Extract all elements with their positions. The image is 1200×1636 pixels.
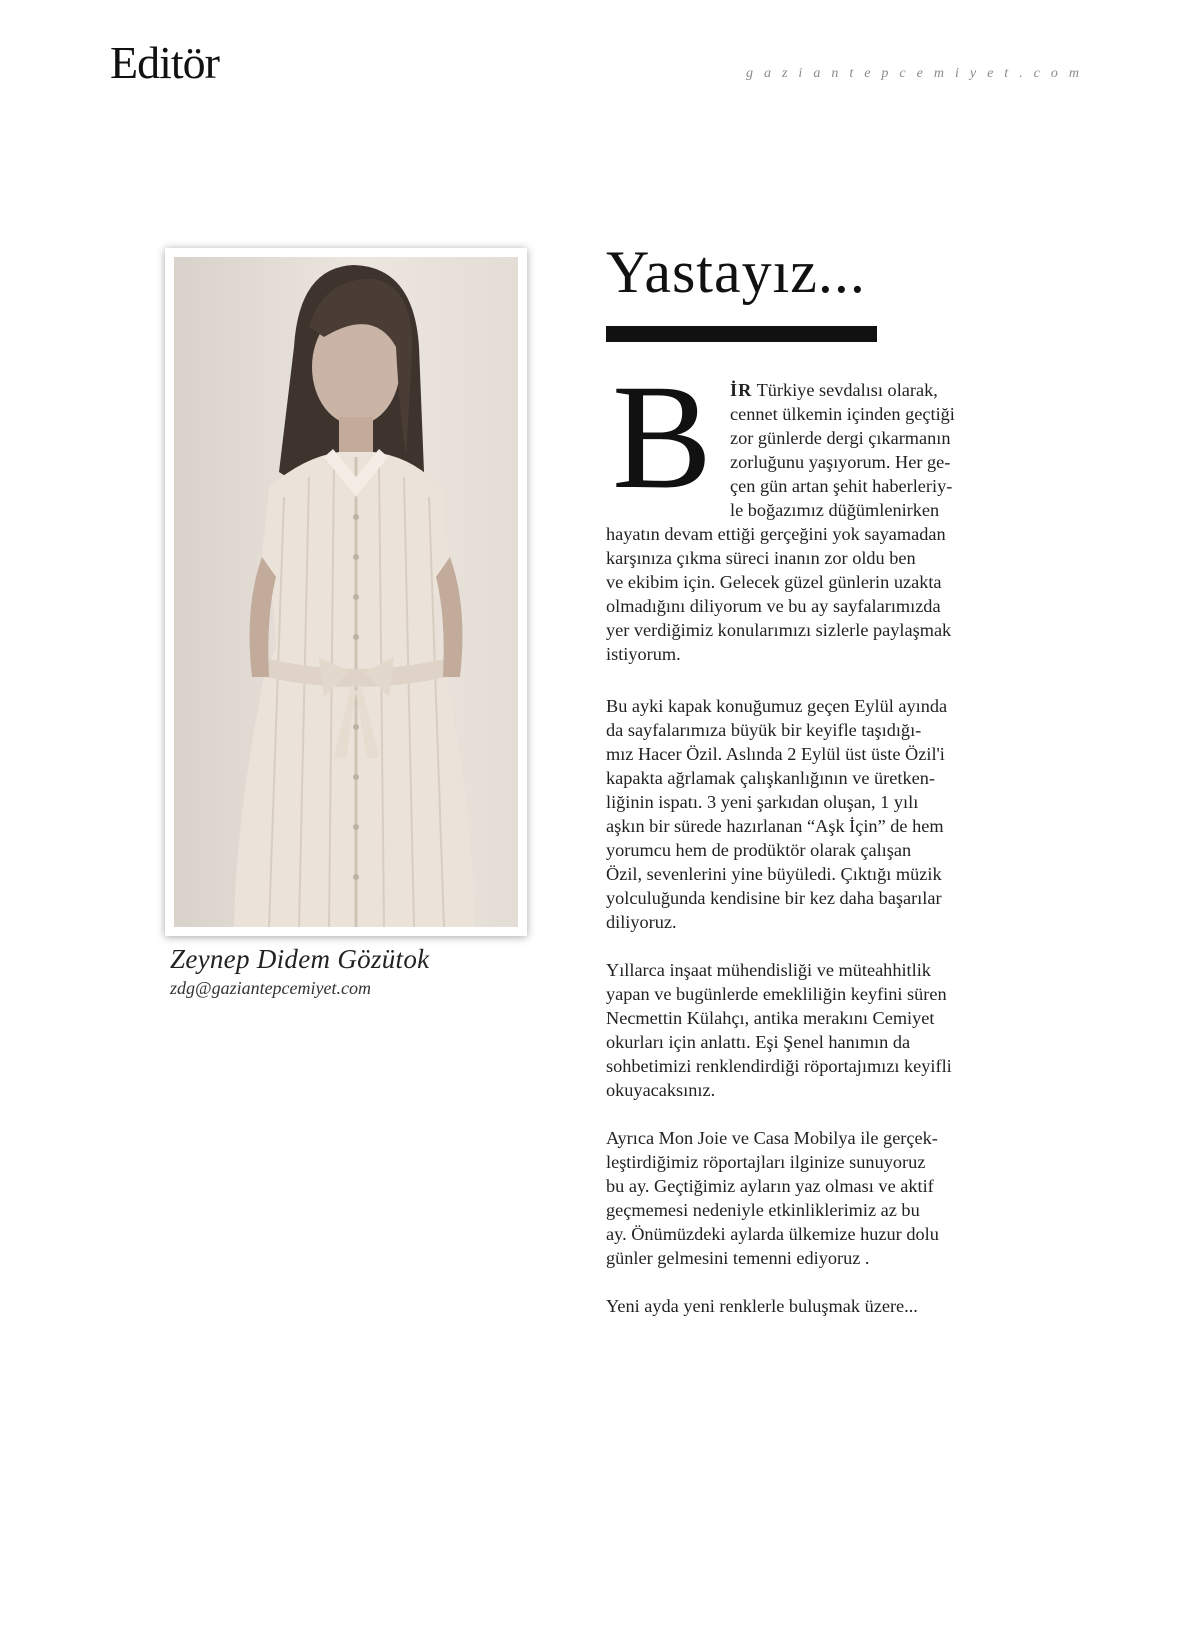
text-line: kapakta ağrlamak çalışkanlığının ve üretken- [606,768,935,788]
text-line: karşınıza çıkma süreci inanın zor oldu ben [606,548,916,568]
text-line: yorumcu hem de prodüktör olarak çalışan [606,840,912,860]
text-line: da sayfalarımıza büyük bir keyifle taşıdığı- [606,720,922,740]
lead-line: çen gün artan şehit haberleriy- [730,476,953,496]
lead-line: Türkiye sevdalısı olarak, [752,380,938,400]
text-line: Bu ayki kapak konuğumuz geçen Eylül ayında [606,696,948,716]
text-line: sohbetimizi renklendirdiği röportajımızı keyifli [606,1056,952,1076]
paragraph-2 [606,694,978,934]
article-title: Yastayız... [606,239,866,305]
lead-line: zorluğunu yaşıyorum. Her ge- [730,452,951,472]
text-line: leştirdiğimiz röportajları ilginize sunuyoruz [606,1152,926,1172]
text-line: bu ay. Geçtiğimiz ayların yaz olması ve aktif [606,1176,934,1196]
lead-line: zor günlerde dergi çıkarmanın [730,428,951,448]
lead-line: le boğazımız düğümlenirken [730,500,940,520]
text-line: olmadığını diliyorum ve bu ay sayfalarımızda [606,596,941,616]
author-photo-frame [165,248,527,936]
author-name: Zeynep Didem Gözütok [170,944,430,974]
drop-cap: B [612,354,713,520]
text-line: Yeni ayda yeni renklerle buluşmak üzere... [606,1296,918,1316]
text-line: Necmettin Külahçı, antika merakını Cemiyet [606,1008,935,1028]
text-line: Özil, sevenlerini yine büyüledi. Çıktığı müzik [606,864,942,884]
paragraph-5 [606,1294,978,1318]
author-portrait-illustration [174,257,518,927]
lead-line: cennet ülkemin içinden geçtiği [730,404,955,424]
text-line: günler gelmesini temenni ediyoruz . [606,1248,870,1268]
text-line: ve ekibim için. Gelecek güzel günlerin uzakta [606,572,942,592]
lead-caps: İR [730,380,753,400]
text-line: okurları için anlattı. Eşi Şenel hanımın da [606,1032,911,1052]
author-photo [174,257,518,927]
lead-paragraph [730,378,980,522]
text-line: liğinin ispatı. 3 yeni şarkıdan oluşan, 1 yılı [606,792,919,812]
text-line: diliyoruz. [606,912,677,932]
text-line: hayatın devam ettiği gerçeğini yok sayamadan [606,524,946,544]
section-label: Editör [110,37,219,88]
paragraph-4 [606,1126,978,1270]
text-line: yer verdiğimiz konularımızı sizlerle paylaşmak [606,620,952,640]
text-line: Yıllarca inşaat mühendisliği ve müteahhitlik [606,960,931,980]
title-rule [606,326,877,342]
author-email[interactable]: zdg@gaziantepcemiyet.com [170,978,372,998]
text-line: aşkın bir sürede hazırlanan “Aşk İçin” de hem [606,816,944,836]
site-url[interactable]: gaziantepcemiyet.com [745,66,1090,81]
text-line: geçmemesi nedeniyle etkinliklerimiz az bu [606,1200,920,1220]
text-line: ay. Önümüzdeki aylarda ülkemize huzur dolu [606,1224,939,1244]
paragraph-1 [606,522,978,666]
text-line: yolculuğunda kendisine bir kez daha başarılar [606,888,942,908]
text-line: istiyorum. [606,644,681,664]
text-line: okuyacaksınız. [606,1080,716,1100]
paragraph-3 [606,958,978,1102]
text-line: yapan ve bugünlerde emekliliğin keyfini süren [606,984,947,1004]
text-line: mız Hacer Özil. Aslında 2 Eylül üst üste Özil'i [606,744,945,764]
text-line: Ayrıca Mon Joie ve Casa Mobilya ile gerçek- [606,1128,938,1148]
